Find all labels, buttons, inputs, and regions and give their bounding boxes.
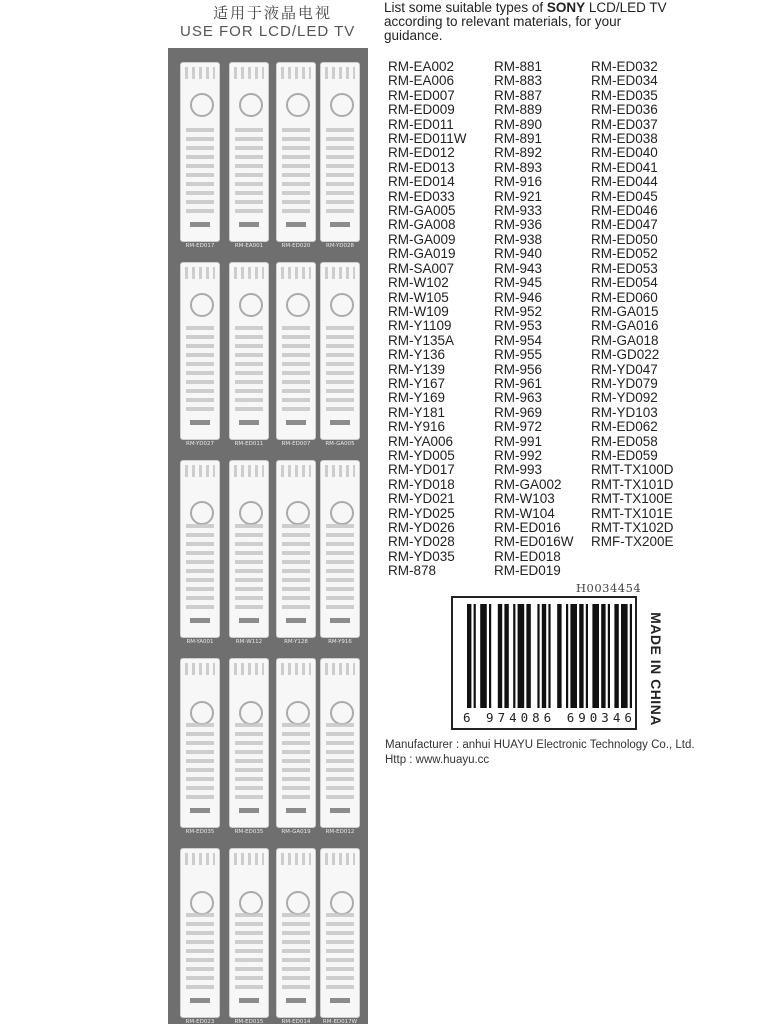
made-in-label (643, 605, 669, 733)
model-item: RM-961 (494, 375, 543, 391)
model-item: RM-Y1109 (388, 318, 452, 334)
barcode-bar (518, 604, 525, 708)
model-item: RM-933 (494, 203, 543, 219)
model-item: RM-881 (494, 59, 543, 74)
model-item: RM-972 (494, 419, 543, 435)
barcode-bar (480, 604, 487, 708)
model-item: RM-YD021 (388, 491, 455, 507)
model-item: RM-940 (494, 246, 543, 262)
remote-control-image (320, 848, 360, 1018)
model-item: RM-YD025 (388, 505, 455, 521)
remote-model-label: RM-ED011 (234, 441, 264, 447)
barcode-bar (621, 604, 628, 708)
barcode-bar (489, 604, 491, 708)
english-title: USE FOR LCD/LED TV (180, 23, 356, 40)
model-list-col1 (388, 60, 467, 579)
remote-model-label: RM-ED020 (281, 243, 311, 249)
model-item: RM-GA002 (494, 476, 562, 492)
barcode-bar (548, 604, 550, 708)
model-item: RM-SA007 (388, 260, 455, 276)
model-item: RM-963 (494, 390, 543, 406)
model-item: RM-891 (494, 131, 543, 147)
remote-control-image (180, 262, 220, 440)
model-item: RM-GA005 (388, 203, 456, 219)
barcode-bar (566, 604, 568, 708)
barcode-bar (570, 604, 577, 708)
model-item: RM-938 (494, 231, 543, 247)
model-item: RMT-TX102D (591, 520, 674, 535)
remote-model-label: RM-Y916 (328, 639, 352, 645)
model-item: RM-GA015 (591, 303, 659, 319)
barcode-number: 6 974086 690346 (463, 710, 636, 725)
chinese-title: 适用于液晶电视 (213, 4, 333, 22)
model-item: RM-W104 (494, 505, 555, 521)
barcode-bar (498, 604, 502, 708)
remote-control-image (229, 262, 269, 440)
model-item: RM-Y136 (388, 347, 446, 363)
model-item: RM-ED011W (388, 131, 467, 147)
model-item: RM-ED044 (591, 174, 658, 190)
remote-control-image (229, 658, 269, 828)
remote-model-label: RM-YD027 (186, 441, 214, 447)
barcode-bar (579, 604, 583, 708)
model-item: RM-883 (494, 73, 543, 89)
barcode-bar (608, 604, 610, 708)
remote-model-label: RM-ED017 (185, 243, 215, 249)
model-item: RM-943 (494, 260, 543, 276)
model-item: RM-GA009 (388, 231, 456, 247)
model-item: RM-955 (494, 347, 543, 363)
model-item: RM-YD035 (388, 548, 455, 564)
model-item: RMF-TX200E (591, 534, 674, 550)
model-item: RM-W105 (388, 289, 449, 305)
model-item: RM-893 (494, 159, 543, 175)
remote-control-image (180, 62, 220, 242)
model-item: RM-YD028 (388, 534, 455, 550)
model-item: RM-936 (494, 217, 543, 233)
model-item: RM-ED019 (494, 563, 561, 579)
model-item: RM-W102 (388, 275, 449, 291)
model-item: RM-992 (494, 447, 543, 463)
model-item: RM-Y916 (388, 419, 446, 435)
model-item: RM-ED007 (388, 87, 455, 103)
made-in-text: MADE IN CHINA (648, 612, 664, 726)
remote-control-image (320, 62, 360, 242)
model-item: RMT-TX100D (591, 462, 674, 478)
remote-model-label: RM-YD028 (326, 243, 354, 249)
model-item: RMT-TX101E (591, 505, 673, 521)
remote-control-image (229, 62, 269, 242)
intro-brand: SONY (546, 0, 586, 15)
model-item: RM-946 (494, 289, 543, 305)
model-item: RM-Y135A (388, 332, 455, 348)
model-item: RM-Y169 (388, 390, 446, 406)
website-line: Http : www.huayu.cc (385, 754, 490, 766)
model-item: RM-ED037 (591, 116, 658, 132)
model-list-col3 (591, 60, 674, 550)
model-item: RM-921 (494, 188, 543, 204)
model-item: RM-GA008 (388, 217, 456, 233)
model-item: RM-ED016 (494, 520, 561, 535)
model-item: RM-GA018 (591, 332, 659, 348)
remote-model-label: RM-ED012 (325, 829, 355, 835)
model-item: RM-GD022 (591, 347, 660, 363)
model-item: RM-890 (494, 116, 543, 132)
intro-text (384, 1, 674, 43)
barcode-bar (586, 604, 588, 708)
model-item: RM-Y167 (388, 375, 446, 391)
model-item: RM-Y139 (388, 361, 446, 377)
barcode-bar (504, 604, 508, 708)
model-item: RM-892 (494, 145, 543, 161)
model-item: RM-969 (494, 404, 543, 420)
barcode-bar (601, 604, 605, 708)
model-item: RM-953 (494, 318, 543, 334)
model-item: RM-916 (494, 174, 543, 190)
remote-model-label: RM-EA001 (234, 243, 264, 249)
model-item: RM-ED060 (591, 289, 658, 305)
model-item: RM-ED036 (591, 102, 658, 118)
barcode-bar (513, 604, 515, 708)
model-item: RM-YD047 (591, 361, 658, 377)
remote-control-image (276, 658, 316, 828)
model-item: RM-952 (494, 303, 543, 319)
model-item: RM-956 (494, 361, 543, 377)
barcode-bar (542, 604, 546, 708)
model-item: RM-ED034 (591, 73, 658, 89)
model-item: RM-ED035 (591, 87, 658, 103)
remote-control-image (276, 62, 316, 242)
model-item: RM-ED018 (494, 548, 561, 564)
model-item: RM-878 (388, 563, 437, 579)
barcode-bar (474, 604, 476, 708)
remote-model-label: RM-ED017W (322, 1019, 358, 1025)
model-item: RM-W109 (388, 303, 449, 319)
remote-control-image (320, 262, 360, 440)
barcode-bar (557, 604, 561, 708)
model-item: RM-ED013 (388, 159, 455, 175)
model-item: RM-991 (494, 433, 543, 449)
model-item: RM-ED011 (388, 116, 454, 132)
remote-model-label: RM-W112 (235, 639, 263, 645)
model-item: RM-YA006 (388, 433, 454, 449)
remote-model-label: RM-ED015 (234, 1019, 264, 1025)
remote-model-label: RM-GA005 (325, 441, 355, 447)
model-item: RM-EA006 (388, 73, 455, 89)
remote-control-image (229, 848, 269, 1018)
model-item: RM-945 (494, 275, 543, 291)
remote-control-image (180, 658, 220, 828)
model-item: RM-ED012 (388, 145, 455, 161)
remote-model-label: RM-ED014 (281, 1019, 311, 1025)
model-item: RM-954 (494, 332, 543, 348)
model-item: RM-ED046 (591, 203, 658, 219)
remote-control-image (229, 460, 269, 638)
model-item: RM-ED050 (591, 231, 658, 247)
barcode-bar (467, 604, 471, 708)
model-item: RM-ED041 (591, 159, 658, 175)
barcode-code-top: H0034454 (576, 581, 642, 595)
remote-model-label: RM-GA019 (281, 829, 311, 835)
model-item: RMT-TX100E (591, 491, 673, 507)
intro-suffix: LCD/LED TV according to relevant materials, for your guidance. (384, 0, 667, 43)
barcode-bar (526, 604, 530, 708)
remote-model-label: RM-ED035 (185, 829, 215, 835)
model-item: RM-YD079 (591, 375, 658, 391)
remote-model-label: RM-ED023 (185, 1019, 215, 1025)
remote-control-image (180, 848, 220, 1018)
remote-model-label: RM-YA001 (186, 639, 214, 645)
model-item: RM-ED016W (494, 534, 574, 550)
barcode-bar (614, 604, 618, 708)
model-item: RM-YD017 (388, 462, 455, 478)
remote-control-image (276, 848, 316, 1018)
model-item: RM-ED033 (388, 188, 455, 204)
remote-control-image (180, 460, 220, 638)
model-item: RM-YD018 (388, 476, 455, 492)
model-item: RM-YD026 (388, 520, 455, 535)
barcode-bar (592, 604, 599, 708)
model-item: RM-YD005 (388, 447, 455, 463)
model-item: RM-ED062 (591, 419, 658, 435)
remote-model-label: RM-ED007 (281, 441, 311, 447)
model-item: RM-ED009 (388, 102, 455, 118)
remote-model-label: RM-ED035 (234, 829, 264, 835)
model-item: RM-GA019 (388, 246, 456, 262)
intro-prefix: List some suitable types of (384, 0, 547, 15)
model-item: RM-YD103 (591, 404, 658, 420)
manufacturer-line: Manufacturer : anhui HUAYU Electronic Technology Co., Ltd. (385, 739, 695, 751)
remote-control-image (276, 460, 316, 638)
model-item: RM-993 (494, 462, 543, 478)
remote-control-image (276, 262, 316, 440)
remote-model-label: RM-Y128 (284, 639, 308, 645)
model-item: RM-889 (494, 102, 543, 118)
model-item: RM-ED059 (591, 447, 658, 463)
model-item: RM-EA002 (388, 59, 455, 74)
model-item: RM-887 (494, 87, 543, 103)
remote-control-image (320, 460, 360, 638)
model-item: RM-ED052 (591, 246, 658, 262)
model-item: RM-W103 (494, 491, 555, 507)
model-item: RM-GA016 (591, 318, 659, 334)
model-item: RM-ED040 (591, 145, 658, 161)
model-item: RM-Y181 (388, 404, 446, 420)
model-item: RM-ED053 (591, 260, 658, 276)
model-list-col2 (494, 60, 574, 579)
model-item: RMT-TX101D (591, 476, 674, 492)
model-item: RM-YD092 (591, 390, 658, 406)
model-item: RM-ED038 (591, 131, 658, 147)
model-item: RM-ED045 (591, 188, 658, 204)
barcode-bar (537, 604, 539, 708)
model-item: RM-ED047 (591, 217, 658, 233)
model-item: RM-ED058 (591, 433, 658, 449)
barcode-bar (630, 604, 632, 708)
remote-control-image (320, 658, 360, 828)
model-item: RM-ED054 (591, 275, 658, 291)
model-item: RM-ED014 (388, 174, 455, 190)
model-item: RM-ED032 (591, 59, 658, 74)
barcode-bars (467, 604, 649, 714)
